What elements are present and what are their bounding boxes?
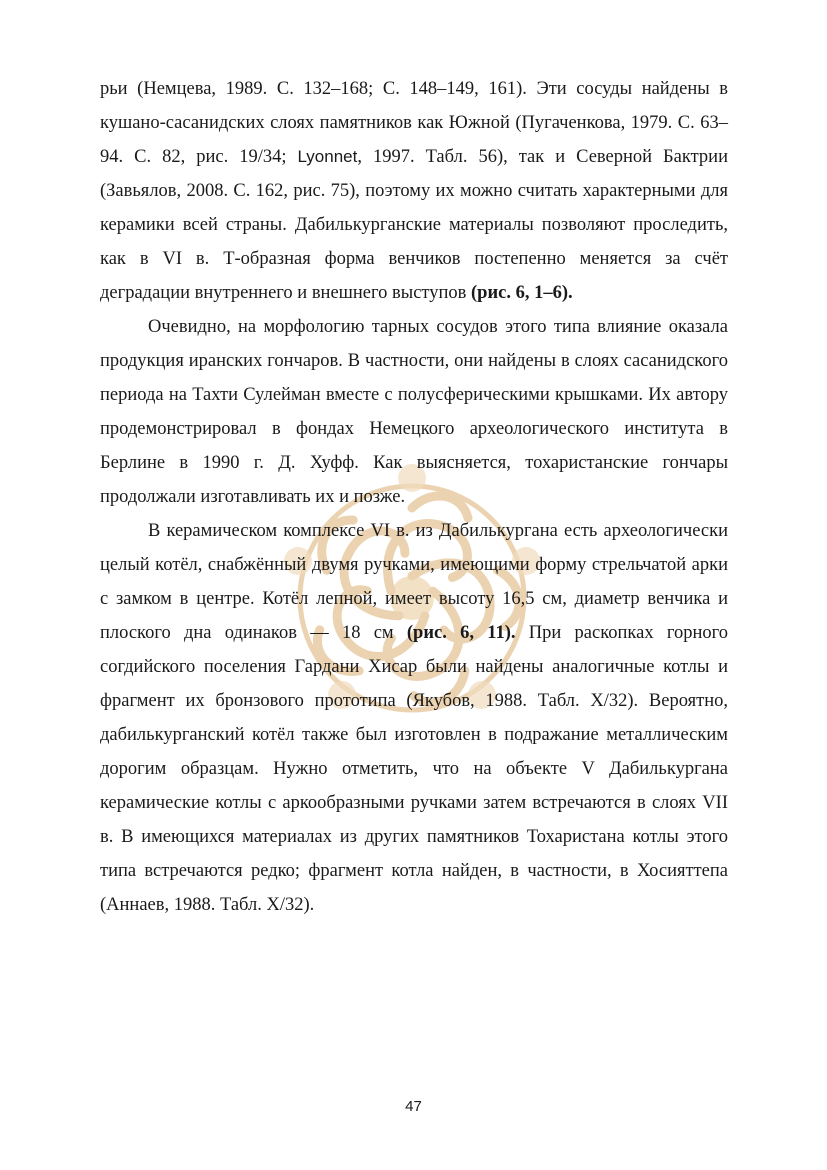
figure-reference: ). [504,623,516,643]
paragraph [100,514,728,922]
figure-reference: ). [561,283,573,303]
figure-reference: 1–6 [534,283,562,303]
text-run: Lyonnet [297,147,358,166]
text-run: рьи (Немцева, 1989. С. 132–168; С. 148–149, 161). Эти сосуды найдены в кушано-сасанидских слоях памятников как Южной (Пугаченкова, 1979. С. 63–94. С. 82, рис. 19/34; [100,79,728,167]
text-run: При раскопках горного согдийского поселения Гардани Хисар были найдены аналогичные котлы и фрагмент их бронзового прототипа (Якубов, 1988. Табл. X/32). Вероятно, дабилькурганский котёл также был изготовлен в подражание металлическим дорогим образцам. Нужно отметить, что на объекте V Дабилькургана керамические котлы с аркообразными ручками затем встречаются в слоях VII в. В имеющихся материалах из других памятников Тохаристана котлы этого типа встречаются редко; фрагмент котла найден, в частности, в Хосияттепа (Аннаев, 1988. Табл. X/32). [100,623,728,915]
page-number: 47 [405,1098,422,1115]
body-text [100,72,728,922]
text-run: Очевидно, на морфологию тарных сосудов этого типа влияние оказала продукция иранских гончаров. В частности, они найдены в слоях сасанидского периода на Тахти Сулейман вместе с полусферическими крышками. Их автору продемонстрировал в фондах Немецкого археологического института в Берлине в 1990 г. Д. Хуфф. Как выясняется, тохаристанские гончары продолжали изготавливать их и позже. [100,317,728,507]
text-run: , 1997. Табл. 56), так и Северной Бактрии (Завьялов, 2008. С. 162, рис. 75), поэтому их можно считать характерными для керамики всей страны. Дабилькурганские материалы позволяют проследить, как в VI в. Т-образная форма венчиков постепенно меняется за счёт деградации внутреннего и внешнего выступов [100,147,728,303]
figure-reference: (рис. 6, [406,623,488,643]
figure-reference: 11 [487,623,505,643]
paragraph [100,72,728,310]
paragraph [100,310,728,514]
figure-reference: (рис. 6, [471,283,535,303]
text-run: В керамическом комплексе VI в. из Дабилькургана есть археологически целый котёл, снабжённый двумя ручками, имеющими форму стрельчатой арки с замком в центре. Котёл лепной, имеет высоту 16,5 см, диаметр венчика и плоского дна одинаков — 18 см [100,521,728,643]
